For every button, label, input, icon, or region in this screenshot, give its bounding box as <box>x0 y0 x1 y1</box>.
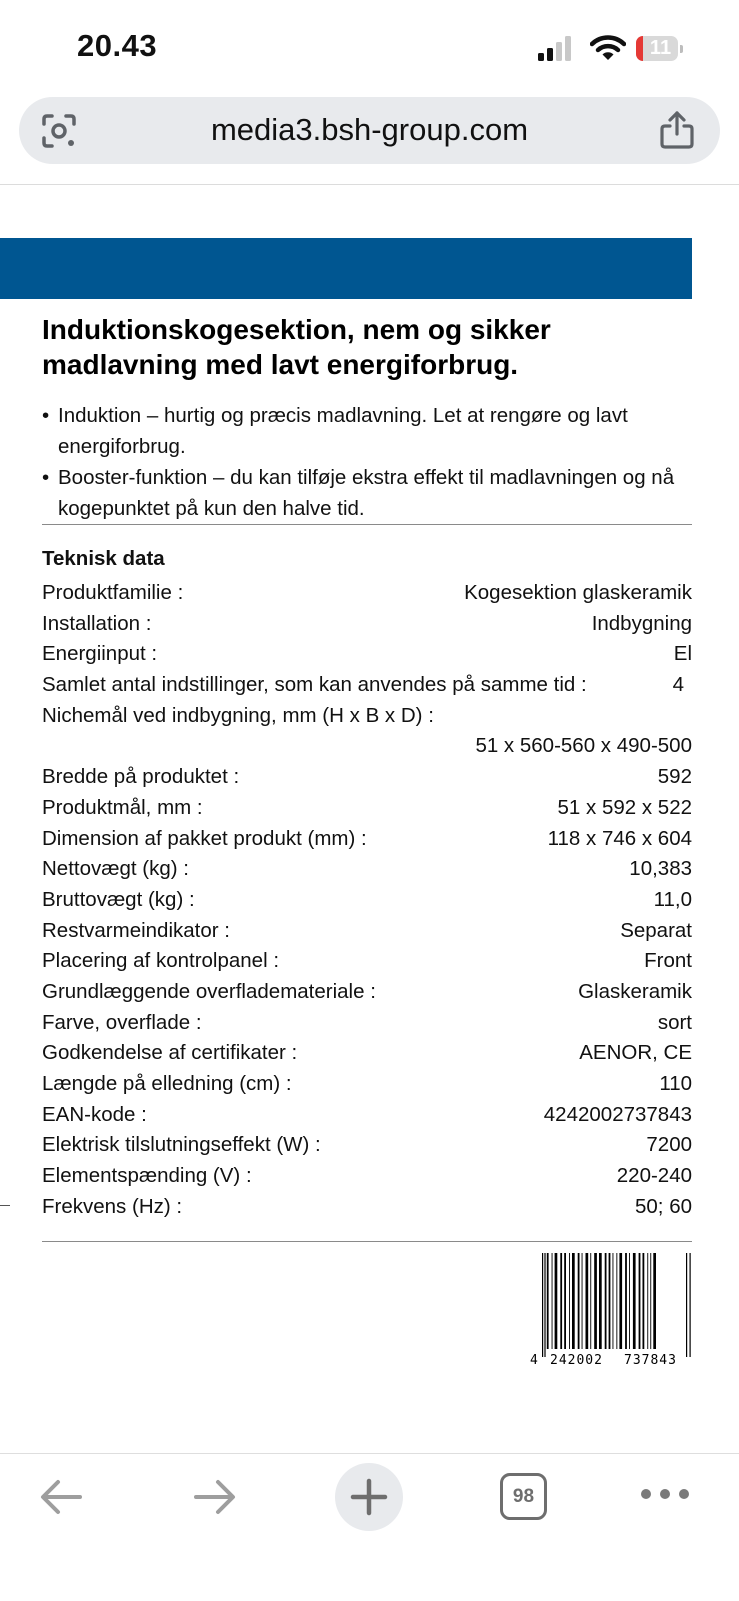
barcode-bar <box>586 1253 589 1349</box>
product-title: Induktionskogesektion, nem og sikker madlavning med lavt energiforbrug. <box>42 314 551 380</box>
status-bar <box>0 0 739 92</box>
spec-row: Grundlæggende overflademateriale : Glaskeramik <box>42 979 692 1003</box>
barcode-bar <box>599 1253 602 1349</box>
spec-row: Bruttovægt (kg) : 11,0 <box>42 887 692 911</box>
spec-row: Produktmål, mm : 51 x 592 x 522 <box>42 795 692 819</box>
plus-icon <box>335 1463 403 1531</box>
status-time: 20.43 <box>77 28 158 63</box>
wifi-icon <box>590 34 626 62</box>
barcode-bar <box>686 1253 687 1357</box>
barcode-bar <box>653 1253 656 1349</box>
bullet-item: • Booster-funktion – du kan tilføje ekstra effekt til madlavningen og nå kogepunktet på kun den halve tid. <box>42 466 675 520</box>
share-icon[interactable] <box>659 110 695 150</box>
barcode-bar <box>560 1253 562 1349</box>
new-tab-button[interactable] <box>335 1463 403 1531</box>
barcode-bar <box>643 1253 645 1349</box>
spec-row: EAN-kode : 4242002737843 <box>42 1102 692 1126</box>
spec-row: Længde på elledning (cm) : 110 <box>42 1072 692 1096</box>
barcode-bar <box>613 1253 614 1349</box>
ean-barcode: 4 242002 737843 <box>538 1253 692 1373</box>
barcode-bars <box>538 1253 692 1357</box>
section-divider <box>42 1241 692 1242</box>
spec-row: Dimension af pakket produkt (mm) : 118 x 746 x 604 <box>42 826 692 850</box>
address-bar[interactable] <box>19 97 720 164</box>
tab-count: 98 <box>500 1473 547 1520</box>
spec-row: Installation : Indbygning <box>42 611 692 635</box>
spec-row: Nettovægt (kg) : 10,383 <box>42 857 692 881</box>
url-text[interactable]: media3.bsh-group.com <box>210 112 529 147</box>
barcode-bar <box>619 1253 622 1349</box>
barcode-bar <box>578 1253 580 1349</box>
back-arrow-icon[interactable] <box>36 1472 86 1522</box>
battery-level: 11 <box>649 37 672 59</box>
barcode-bar <box>690 1253 691 1357</box>
barcode-bar <box>609 1253 611 1349</box>
barcode-bar <box>547 1253 549 1349</box>
barcode-bar <box>569 1253 570 1349</box>
spec-row: Farve, overflade : sort <box>42 1010 692 1034</box>
barcode-bar <box>629 1253 630 1349</box>
barcode-bar <box>544 1253 545 1357</box>
spec-row: Elektrisk tilslutningseffekt (W) : 7200 <box>42 1133 692 1157</box>
barcode-bar <box>616 1253 617 1349</box>
barcode-bar <box>552 1253 553 1349</box>
spec-row: Produktfamilie : Kogesektion glaskeramik <box>42 581 692 604</box>
spec-row: Bredde på produktet : 592 <box>42 765 692 789</box>
bullet-item: • Induktion – hurtig og præcis madlavning. Let at rengøre og lavt energiforbrug. <box>42 404 628 458</box>
bottom-toolbar <box>0 1453 739 1601</box>
barcode-bar <box>594 1253 597 1349</box>
spec-row: Samlet antal indstillinger, som kan anvendes på samme tid : 4 <box>42 673 684 697</box>
pdf-document <box>0 185 739 1453</box>
cellular-signal-icon <box>538 36 572 62</box>
specs-title: Teknisk data <box>42 547 165 570</box>
edge-mark <box>0 1205 10 1206</box>
barcode-bar <box>590 1253 591 1349</box>
section-divider <box>42 524 692 525</box>
barcode-bar <box>650 1253 651 1349</box>
barcode-bar <box>625 1253 627 1349</box>
spec-row: Nichemål ved indbygning, mm (H x B x D) : 51 x 560-560 x 490-500 <box>42 703 692 758</box>
barcode-bar <box>633 1253 636 1349</box>
barcode-bar <box>542 1253 543 1357</box>
brand-header-band <box>0 238 692 299</box>
barcode-bar <box>639 1253 641 1349</box>
barcode-bar <box>555 1253 558 1349</box>
feature-bullets <box>42 400 692 524</box>
spec-row: Frekvens (Hz) : 50; 60 <box>42 1194 692 1218</box>
forward-arrow-icon[interactable] <box>190 1472 240 1522</box>
barcode-bar <box>582 1253 583 1349</box>
barcode-bar <box>564 1253 566 1349</box>
spec-row: Restvarmeindikator : Separat <box>42 918 692 942</box>
more-icon[interactable] <box>640 1484 690 1504</box>
spec-row: Elementspænding (V) : 220-240 <box>42 1164 692 1188</box>
barcode-bar <box>647 1253 648 1349</box>
barcode-bar <box>605 1253 607 1349</box>
spec-row: Godkendelse af certifikater : AENOR, CE <box>42 1041 692 1065</box>
spec-row: Energiinput : El <box>42 642 692 666</box>
tabs-button[interactable] <box>500 1473 547 1520</box>
spec-row: Placering af kontrolpanel : Front <box>42 949 692 973</box>
spec-list <box>42 578 692 1222</box>
barcode-bar <box>572 1253 575 1349</box>
battery-icon <box>636 36 684 61</box>
